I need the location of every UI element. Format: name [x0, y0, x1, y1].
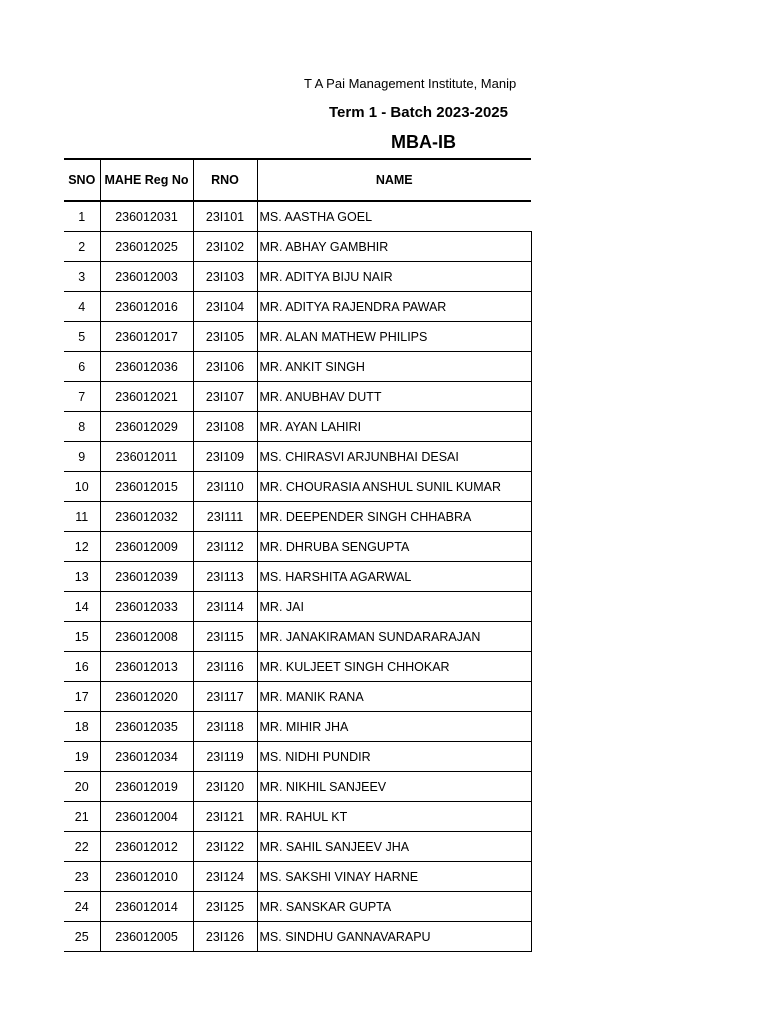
table-row [64, 892, 531, 922]
cell-name: MR. JANAKIRAMAN SUNDARARAJAN [257, 622, 531, 652]
cell-rno: 23I105 [193, 322, 257, 352]
cell-sno: 19 [64, 742, 100, 772]
cell-reg-no: 236012015 [100, 472, 193, 502]
cell-rno: 23I109 [193, 442, 257, 472]
table-row [64, 772, 531, 802]
cell-sno: 4 [64, 292, 100, 322]
cell-sno: 18 [64, 712, 100, 742]
cell-reg-no: 236012008 [100, 622, 193, 652]
cell-name: MS. AASTHA GOEL [257, 201, 531, 232]
table-row [64, 832, 531, 862]
cell-rno: 23I114 [193, 592, 257, 622]
cell-rno: 23I120 [193, 772, 257, 802]
cell-rno: 23I126 [193, 922, 257, 952]
cell-name: MR. MANIK RANA [257, 682, 531, 712]
table-row [64, 802, 531, 832]
table-row [64, 322, 531, 352]
cell-reg-no: 236012017 [100, 322, 193, 352]
table-row [64, 712, 531, 742]
table-row [64, 382, 531, 412]
cell-reg-no: 236012031 [100, 201, 193, 232]
cell-sno: 8 [64, 412, 100, 442]
cell-sno: 10 [64, 472, 100, 502]
table-row [64, 201, 531, 232]
table-row [64, 502, 531, 532]
cell-rno: 23I108 [193, 412, 257, 442]
cell-sno: 5 [64, 322, 100, 352]
table-row [64, 682, 531, 712]
cell-rno: 23I102 [193, 232, 257, 262]
cell-reg-no: 236012029 [100, 412, 193, 442]
table-row [64, 922, 531, 952]
cell-name: MR. ADITYA BIJU NAIR [257, 262, 531, 292]
table-row [64, 652, 531, 682]
cell-reg-no: 236012021 [100, 382, 193, 412]
cell-name: MR. NIKHIL SANJEEV [257, 772, 531, 802]
cell-reg-no: 236012012 [100, 832, 193, 862]
cell-sno: 9 [64, 442, 100, 472]
cell-sno: 25 [64, 922, 100, 952]
table-row [64, 622, 531, 652]
cell-reg-no: 236012016 [100, 292, 193, 322]
cell-sno: 1 [64, 201, 100, 232]
cell-name: MS. CHIRASVI ARJUNBHAI DESAI [257, 442, 531, 472]
table-row [64, 862, 531, 892]
cell-reg-no: 236012025 [100, 232, 193, 262]
cell-name: MR. RAHUL KT [257, 802, 531, 832]
cell-rno: 23I124 [193, 862, 257, 892]
cell-rno: 23I101 [193, 201, 257, 232]
cell-name: MR. DEEPENDER SINGH CHHABRA [257, 502, 531, 532]
cell-reg-no: 236012013 [100, 652, 193, 682]
cell-sno: 14 [64, 592, 100, 622]
cell-name: MR. MIHIR JHA [257, 712, 531, 742]
cell-name: MS. HARSHITA AGARWAL [257, 562, 531, 592]
cell-name: MS. SINDHU GANNAVARAPU [257, 922, 531, 952]
cell-rno: 23I121 [193, 802, 257, 832]
cell-rno: 23I122 [193, 832, 257, 862]
table-row [64, 292, 531, 322]
cell-sno: 17 [64, 682, 100, 712]
cell-sno: 11 [64, 502, 100, 532]
cell-reg-no: 236012019 [100, 772, 193, 802]
cell-rno: 23I118 [193, 712, 257, 742]
cell-reg-no: 236012004 [100, 802, 193, 832]
cell-sno: 22 [64, 832, 100, 862]
cell-reg-no: 236012005 [100, 922, 193, 952]
cell-name: MR. JAI [257, 592, 531, 622]
cell-rno: 23I111 [193, 502, 257, 532]
cell-sno: 23 [64, 862, 100, 892]
table-row [64, 442, 531, 472]
table-row [64, 352, 531, 382]
table-row [64, 742, 531, 772]
cell-reg-no: 236012009 [100, 532, 193, 562]
table-row [64, 562, 531, 592]
cell-reg-no: 236012033 [100, 592, 193, 622]
cell-sno: 21 [64, 802, 100, 832]
cell-reg-no: 236012039 [100, 562, 193, 592]
cell-reg-no: 236012011 [100, 442, 193, 472]
column-header-name: NAME [257, 159, 531, 201]
cell-reg-no: 236012032 [100, 502, 193, 532]
table-row [64, 532, 531, 562]
program-heading: MBA-IB [391, 132, 456, 152]
cell-rno: 23I106 [193, 352, 257, 382]
cell-name: MR. AYAN LAHIRI [257, 412, 531, 442]
cell-sno: 24 [64, 892, 100, 922]
cell-reg-no: 236012036 [100, 352, 193, 382]
cell-name: MR. KULJEET SINGH CHHOKAR [257, 652, 531, 682]
cell-name: MR. DHRUBA SENGUPTA [257, 532, 531, 562]
cell-rno: 23I115 [193, 622, 257, 652]
cell-reg-no: 236012003 [100, 262, 193, 292]
cell-sno: 3 [64, 262, 100, 292]
cell-rno: 23I117 [193, 682, 257, 712]
cell-name: MR. ANUBHAV DUTT [257, 382, 531, 412]
institute-name: T A Pai Management Institute, Manip [304, 76, 517, 91]
cell-sno: 15 [64, 622, 100, 652]
header-row [64, 159, 531, 201]
table-body [64, 201, 531, 952]
cell-rno: 23I119 [193, 742, 257, 772]
cell-rno: 23I116 [193, 652, 257, 682]
cell-name: MR. CHOURASIA ANSHUL SUNIL KUMAR [257, 472, 531, 502]
cell-rno: 23I113 [193, 562, 257, 592]
cell-name: MS. NIDHI PUNDIR [257, 742, 531, 772]
cell-rno: 23I103 [193, 262, 257, 292]
column-header-rno: RNO [193, 159, 257, 201]
cell-reg-no: 236012014 [100, 892, 193, 922]
cell-name: MR. SAHIL SANJEEV JHA [257, 832, 531, 862]
cell-reg-no: 236012034 [100, 742, 193, 772]
table-row [64, 472, 531, 502]
cell-name: MS. SAKSHI VINAY HARNE [257, 862, 531, 892]
student-roster-table [64, 158, 532, 952]
column-header-reg-no: MAHE Reg No [100, 159, 193, 201]
cell-reg-no: 236012010 [100, 862, 193, 892]
cell-reg-no: 236012035 [100, 712, 193, 742]
cell-name: MR. ADITYA RAJENDRA PAWAR [257, 292, 531, 322]
cell-rno: 23I110 [193, 472, 257, 502]
cell-name: MR. ANKIT SINGH [257, 352, 531, 382]
cell-sno: 20 [64, 772, 100, 802]
cell-sno: 2 [64, 232, 100, 262]
cell-reg-no: 236012020 [100, 682, 193, 712]
cell-name: MR. SANSKAR GUPTA [257, 892, 531, 922]
term-batch-heading: Term 1 - Batch 2023-2025 [329, 104, 508, 121]
cell-rno: 23I104 [193, 292, 257, 322]
cell-name: MR. ALAN MATHEW PHILIPS [257, 322, 531, 352]
cell-rno: 23I107 [193, 382, 257, 412]
cell-rno: 23I125 [193, 892, 257, 922]
table-row [64, 232, 531, 262]
cell-sno: 6 [64, 352, 100, 382]
table-row [64, 262, 531, 292]
table-header [64, 159, 531, 201]
column-header-sno: SNO [64, 159, 100, 201]
cell-rno: 23I112 [193, 532, 257, 562]
cell-sno: 13 [64, 562, 100, 592]
cell-sno: 12 [64, 532, 100, 562]
table-row [64, 592, 531, 622]
cell-sno: 16 [64, 652, 100, 682]
cell-name: MR. ABHAY GAMBHIR [257, 232, 531, 262]
table-row [64, 412, 531, 442]
cell-sno: 7 [64, 382, 100, 412]
